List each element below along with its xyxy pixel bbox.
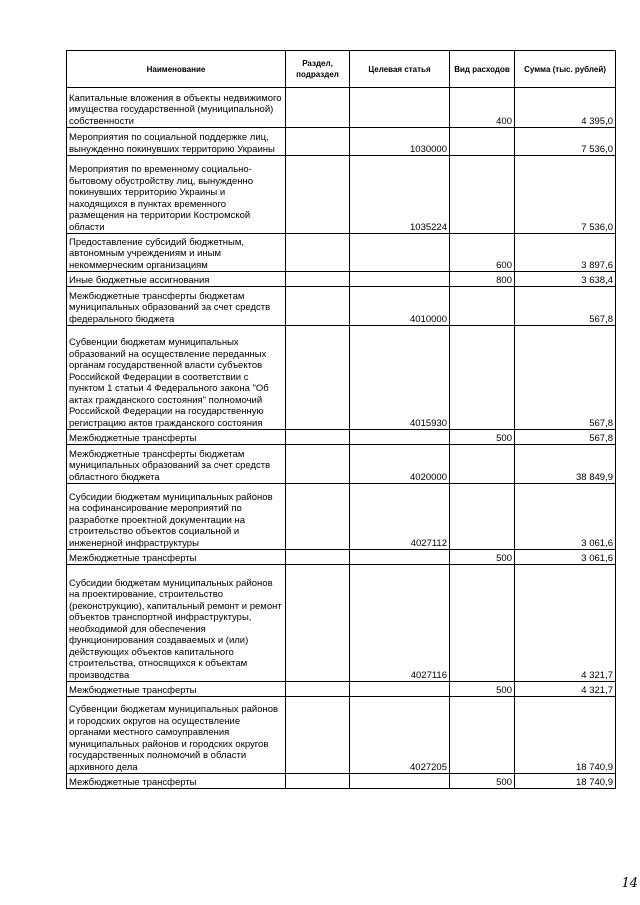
table-row — [67, 430, 616, 445]
cell-name: Межбюджетные трансферты — [67, 550, 286, 565]
cell-sum: 3 897,6 — [515, 234, 616, 272]
budget-table — [66, 50, 616, 789]
cell-name: Межбюджетные трансферты — [67, 682, 286, 697]
cell-type — [450, 445, 515, 484]
table-row — [67, 156, 616, 234]
cell-section — [286, 88, 350, 128]
cell-article: 4027116 — [350, 565, 450, 682]
cell-section — [286, 272, 350, 287]
cell-type — [450, 484, 515, 550]
cell-type — [450, 697, 515, 774]
cell-type — [450, 565, 515, 682]
cell-article: 1035224 — [350, 156, 450, 234]
cell-sum: 567,8 — [515, 430, 616, 445]
table-row — [67, 128, 616, 156]
cell-sum: 4 321,7 — [515, 682, 616, 697]
cell-article — [350, 682, 450, 697]
cell-section — [286, 326, 350, 430]
cell-article: 4015930 — [350, 326, 450, 430]
table-row — [67, 445, 616, 484]
cell-article: 1030000 — [350, 128, 450, 156]
table-row — [67, 287, 616, 326]
header-section: Раздел, подраздел — [286, 51, 350, 88]
cell-sum: 7 536,0 — [515, 156, 616, 234]
cell-section — [286, 682, 350, 697]
cell-name: Субвенции бюджетам муниципальных районов и городских округов на осуществление органами местного самоуправления муниципальных районов и городских округов государственных полномочий в области архивного дела — [67, 697, 286, 774]
cell-name: Субвенции бюджетам муниципальных образований на осуществление переданных органам государственной власти субъектов Российской Федерации в соответствии с пунктом 1 статьи 4 Федерального закона "Об актах гражданского состояния" полномочий Российской Федерации на государственную регистрацию актов гражданского состояния — [67, 326, 286, 430]
cell-section — [286, 430, 350, 445]
cell-sum: 567,8 — [515, 287, 616, 326]
cell-type — [450, 326, 515, 430]
cell-name: Иные бюджетные ассигнования — [67, 272, 286, 287]
cell-article — [350, 550, 450, 565]
cell-sum: 567,8 — [515, 326, 616, 430]
header-type: Вид расходов — [450, 51, 515, 88]
cell-article — [350, 430, 450, 445]
cell-section — [286, 484, 350, 550]
cell-article — [350, 774, 450, 789]
table-row — [67, 272, 616, 287]
cell-section — [286, 565, 350, 682]
cell-sum: 7 536,0 — [515, 128, 616, 156]
cell-article — [350, 272, 450, 287]
cell-name: Субсидии бюджетам муниципальных районов на софинансирование мероприятий по разработке проектной документации на строительство объектов социальной и инженерной инфраструктуры — [67, 484, 286, 550]
table-row — [67, 682, 616, 697]
cell-sum: 18 740,9 — [515, 774, 616, 789]
cell-section — [286, 287, 350, 326]
cell-section — [286, 128, 350, 156]
table-row — [67, 697, 616, 774]
table-row — [67, 484, 616, 550]
cell-type: 500 — [450, 550, 515, 565]
table-row — [67, 774, 616, 789]
cell-section — [286, 550, 350, 565]
cell-section — [286, 697, 350, 774]
cell-type: 500 — [450, 774, 515, 789]
cell-sum: 38 849,9 — [515, 445, 616, 484]
table-row — [67, 234, 616, 272]
cell-type: 600 — [450, 234, 515, 272]
cell-name: Мероприятия по временному социально-бытовому обустройству лиц, вынужденно покинувших территорию Украины и находящихся в пунктах временного размещения на территории Костромской области — [67, 156, 286, 234]
cell-article: 4027205 — [350, 697, 450, 774]
table-row — [67, 565, 616, 682]
cell-sum: 4 395,0 — [515, 88, 616, 128]
header-name: Наименование — [67, 51, 286, 88]
cell-sum: 3 061,6 — [515, 550, 616, 565]
cell-type: 800 — [450, 272, 515, 287]
cell-name: Предоставление субсидий бюджетным, автономным учреждениям и иным некоммерческим организациям — [67, 234, 286, 272]
cell-type: 400 — [450, 88, 515, 128]
cell-article: 4020000 — [350, 445, 450, 484]
cell-article — [350, 88, 450, 128]
cell-name: Межбюджетные трансферты бюджетам муниципальных образований за счет средств областного бюджета — [67, 445, 286, 484]
header-sum: Сумма (тыс. рублей) — [515, 51, 616, 88]
page-number: 14 — [621, 876, 638, 891]
cell-section — [286, 156, 350, 234]
table-header-row — [67, 51, 616, 88]
cell-article: 4010000 — [350, 287, 450, 326]
cell-name: Субсидии бюджетам муниципальных районов на проектирование, строительство (реконструкцию), капитальный ремонт и ремонт объектов транспортной инфраструктуры, необходимой для обеспечения функционирования создаваемых и (или) действующих объектов капитального строительства, относящихся к объектам производства — [67, 565, 286, 682]
cell-article — [350, 234, 450, 272]
cell-type — [450, 128, 515, 156]
cell-type — [450, 156, 515, 234]
cell-section — [286, 234, 350, 272]
cell-type: 500 — [450, 430, 515, 445]
cell-article: 4027112 — [350, 484, 450, 550]
table-row — [67, 550, 616, 565]
cell-sum: 3 638,4 — [515, 272, 616, 287]
cell-section — [286, 774, 350, 789]
cell-sum: 3 061,6 — [515, 484, 616, 550]
cell-section — [286, 445, 350, 484]
cell-name: Мероприятия по социальной поддержке лиц, вынужденно покинувших территорию Украины — [67, 128, 286, 156]
header-article: Целевая статья — [350, 51, 450, 88]
cell-name: Межбюджетные трансферты — [67, 774, 286, 789]
cell-name: Межбюджетные трансферты — [67, 430, 286, 445]
cell-name: Межбюджетные трансферты бюджетам муниципальных образований за счет средств федерального бюджета — [67, 287, 286, 326]
cell-sum: 18 740,9 — [515, 697, 616, 774]
cell-name: Капитальные вложения в объекты недвижимого имущества государственной (муниципальной) собственности — [67, 88, 286, 128]
cell-type: 500 — [450, 682, 515, 697]
table-row — [67, 88, 616, 128]
cell-type — [450, 287, 515, 326]
table-row — [67, 326, 616, 430]
cell-sum: 4 321,7 — [515, 565, 616, 682]
